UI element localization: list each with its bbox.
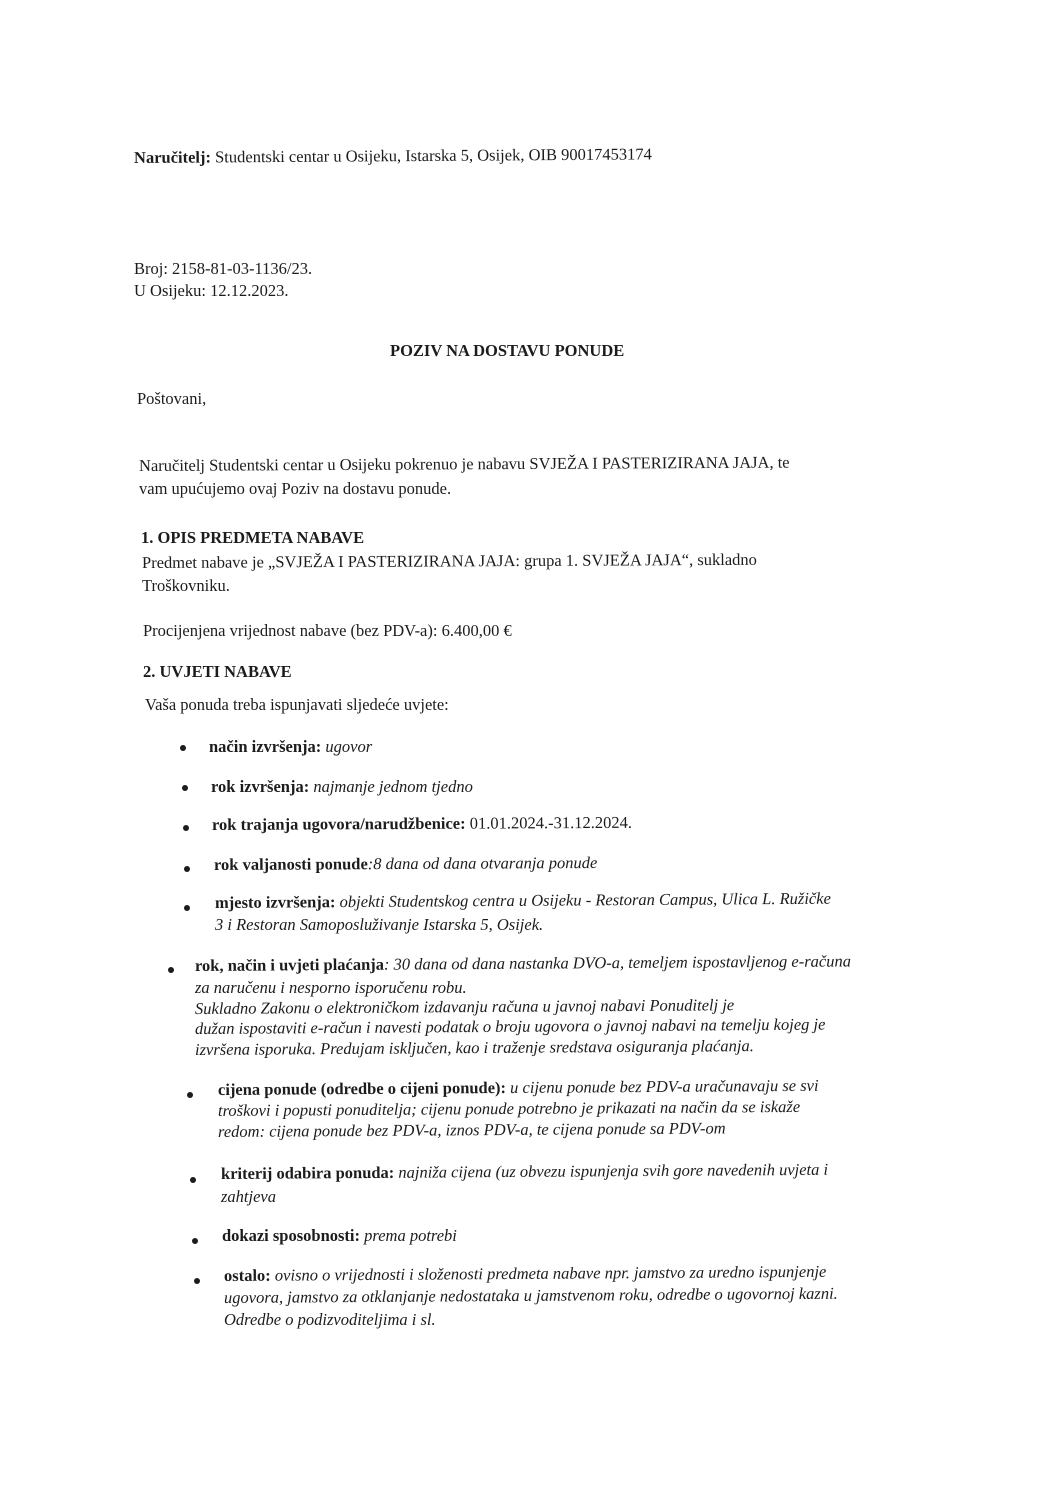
list-item-continuation: za naručenu i nesporno isporučenu robu. <box>195 978 467 997</box>
bullet-icon <box>194 1278 200 1284</box>
bullet-icon <box>187 1092 193 1098</box>
bullet-icon <box>190 1177 196 1183</box>
list-item: mjesto izvršenja: objekti Studentskog centra u Osijeku - Restoran Campus, Ulica L. Ružičke <box>214 888 831 912</box>
intro-line-1: Naručitelj Studentski centar u Osijeku pokrenuo je nabavu SVJEŽA I PASTERIZIRANA JAJA, te <box>138 452 790 475</box>
list-item: način izvršenja: ugovor <box>209 737 373 756</box>
subject-line-1: Predmet nabave je „SVJEŽA I PASTERIZIRANA JAJA: grupa 1. SVJEŽA JAJA“, sukladno <box>141 549 757 572</box>
page-title: POZIV NA DOSTAVU PONUDE <box>390 341 625 360</box>
list-item: dokazi sposobnosti: prema potrebi <box>222 1226 457 1245</box>
section-2-heading: 2. UVJETI NABAVE <box>143 662 292 681</box>
list-item-continuation: redom: cijena ponude bez PDV-a, iznos PDV-a, te cijena ponude sa PDV-om <box>217 1118 726 1141</box>
list-item-continuation: izvršena isporuka. Predujam isključen, kao i traženje sredstava osiguranja plaćanja. <box>194 1036 754 1059</box>
subject-line-2: Troškovniku. <box>142 576 230 595</box>
list-item-continuation: 3 i Restoran Samoposluživanje Istarska 5, Osijek. <box>215 915 544 934</box>
bullet-icon <box>168 967 174 973</box>
bullet-icon <box>184 905 190 911</box>
bullet-icon <box>182 785 188 791</box>
list-item: rok, način i uvjeti plaćanja: 30 dana od dana nastanka DVO-a, temeljem ispostavljenog e-računa <box>194 951 851 975</box>
list-item: ostalo: ovisno o vrijednosti i složenosti predmeta nabave npr. jamstvo za uredno ispunjenje <box>223 1261 827 1285</box>
list-item-continuation: Sukladno Zakonu o elektroničkom izdavanju računa u javnoj nabavi Ponuditelj je <box>194 995 735 1018</box>
list-item-continuation: zahtjeva <box>221 1187 276 1206</box>
list-item: cijena ponude (odredbe o cijeni ponude): u cijenu ponude bez PDV-a uračunavaju se svi <box>217 1075 819 1099</box>
section-1-heading: 1. OPIS PREDMETA NABAVE <box>141 528 365 547</box>
intro-line-2: vam upućujemo ovaj Poziv na dostavu ponude. <box>139 479 452 498</box>
list-item: kriterij odabira ponuda: najniža cijena (uz obvezu ispunjenja svih gore navedenih uvjeta i <box>220 1159 829 1183</box>
greeting: Poštovani, <box>137 389 207 408</box>
bullet-icon <box>180 745 186 751</box>
bullet-icon <box>183 825 189 831</box>
reference-number: Broj: 2158-81-03-1136/23. <box>134 259 313 278</box>
list-item-continuation: ugovora, jamstvo za otklanjanje nedostataka u jamstvenom roku, odredbe o ugovornoj kazni. <box>223 1283 838 1307</box>
conditions-intro: Vaša ponuda treba ispunjavati sljedeće uvjete: <box>145 695 449 714</box>
list-item-continuation: dužan ispostaviti e-račun i navesti podatak o broju ugovora o javnoj nabavi na temelju kojeg je <box>194 1014 826 1038</box>
document-date: U Osijeku: 12.12.2023. <box>134 281 289 300</box>
list-item-continuation: troškovi i popusti ponuditelja; cijenu ponude potrebno je prikazati na način da se iskaže <box>217 1096 801 1120</box>
header-label: Naručitelj: <box>133 147 212 167</box>
list-item: rok izvršenja: najmanje jednom tjedno <box>211 777 473 796</box>
header-text: Studentski centar u Osijeku, Istarska 5, Osijek, OIB 90017453174 <box>210 144 652 167</box>
list-item: rok trajanja ugovora/narudžbenice: 01.01.2024.-31.12.2024. <box>211 812 633 834</box>
header-line <box>134 144 652 168</box>
list-item-continuation: Odredbe o podizvoditeljima i sl. <box>224 1310 436 1329</box>
estimated-value: Procijenjena vrijednost nabave (bez PDV-a): 6.400,00 € <box>143 621 512 640</box>
bullet-icon <box>184 866 190 872</box>
bullet-icon <box>192 1238 198 1244</box>
list-item: rok valjanosti ponude:8 dana od dana otvaranja ponude <box>213 852 598 874</box>
